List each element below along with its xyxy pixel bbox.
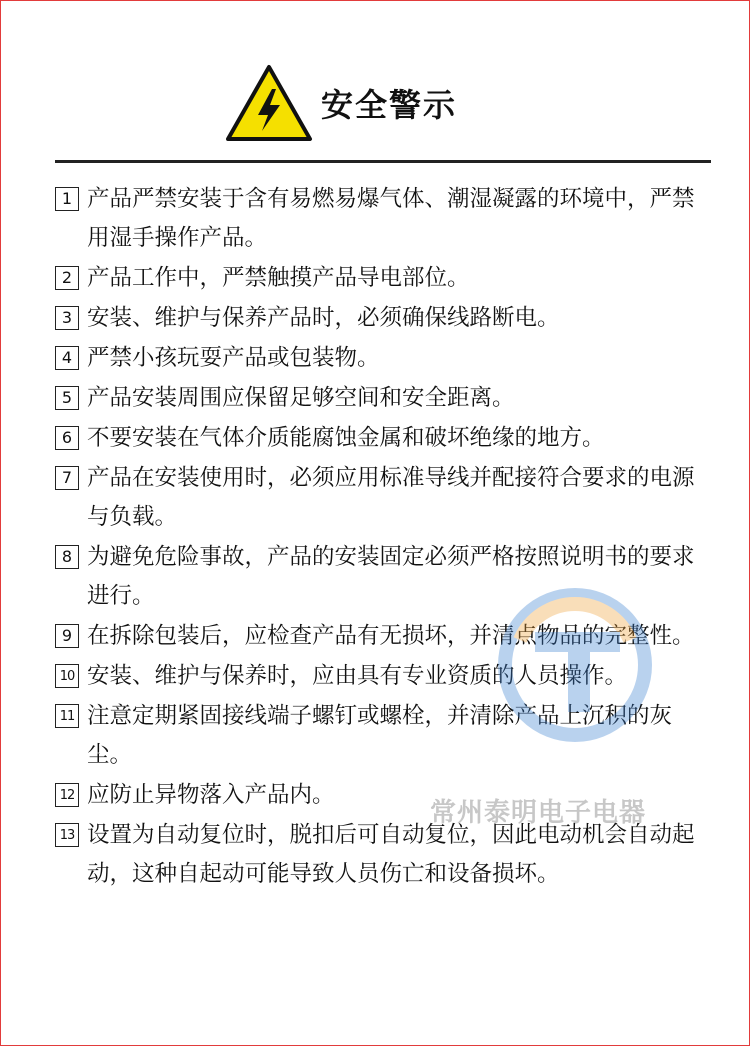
watermark-text: 常州泰明电子电器 [430, 798, 647, 828]
warning-item [55, 697, 715, 775]
item-text: 在拆除包装后，应检查产品有无损坏，并清点物品的完整性。 [87, 623, 695, 649]
item-text: 不要安装在气体介质能腐蚀金属和破坏绝缘的地方。 [87, 425, 605, 451]
warning-item [55, 776, 715, 815]
item-text: 安装、维护与保养时，应由具有专业资质的人员操作。 [87, 663, 628, 689]
item-text: 注意定期紧固接线端子螺钉或螺栓，并清除产品上沉积的灰尘。 [87, 703, 673, 768]
item-text: 产品严禁安装于含有易燃易爆气体、潮湿凝露的环境中，严禁用湿手操作产品。 [87, 186, 695, 251]
item-text: 安装、维护与保养产品时，必须确保线路断电。 [87, 305, 560, 331]
item-number: 1 [55, 187, 79, 211]
warning-item [55, 379, 715, 418]
warning-item [55, 419, 715, 458]
item-text: 产品安装周围应保留足够空间和安全距离。 [87, 385, 515, 411]
page-header [225, 62, 457, 144]
item-number: 12 [55, 783, 79, 807]
item-text: 产品在安装使用时，必须应用标准导线并配接符合要求的电源与负载。 [87, 465, 695, 530]
item-number: 4 [55, 346, 79, 370]
item-number: 7 [55, 466, 79, 490]
warning-item [55, 816, 715, 894]
warning-item [55, 180, 715, 258]
item-text: 为避免危险事故，产品的安装固定必须严格按照说明书的要求进行。 [87, 544, 695, 609]
item-number: 13 [55, 823, 79, 847]
warning-item [55, 339, 715, 378]
item-number: 10 [55, 664, 79, 688]
item-number: 2 [55, 266, 79, 290]
item-number: 8 [55, 545, 79, 569]
item-number: 5 [55, 386, 79, 410]
page-title: 安全警示 [321, 86, 458, 124]
warning-item [55, 617, 715, 656]
item-text: 产品工作中，严禁触摸产品导电部位。 [87, 265, 470, 291]
divider [55, 160, 711, 163]
warning-item [55, 538, 715, 616]
item-number: 9 [55, 624, 79, 648]
warning-item [55, 459, 715, 537]
item-number: 6 [55, 426, 79, 450]
item-number: 3 [55, 306, 79, 330]
warning-item [55, 657, 715, 696]
item-text: 设置为自动复位时，脱扣后可自动复位，因此电动机会自动起动，这种自起动可能导致人员伤亡和设备损坏。 [87, 822, 695, 887]
item-number: 11 [55, 704, 79, 728]
item-text: 应防止异物落入产品内。 [87, 782, 335, 808]
warning-item [55, 299, 715, 338]
high-voltage-warning-icon [225, 63, 313, 143]
item-text: 严禁小孩玩耍产品或包装物。 [87, 345, 380, 371]
warning-item [55, 259, 715, 298]
warning-list [55, 180, 715, 894]
